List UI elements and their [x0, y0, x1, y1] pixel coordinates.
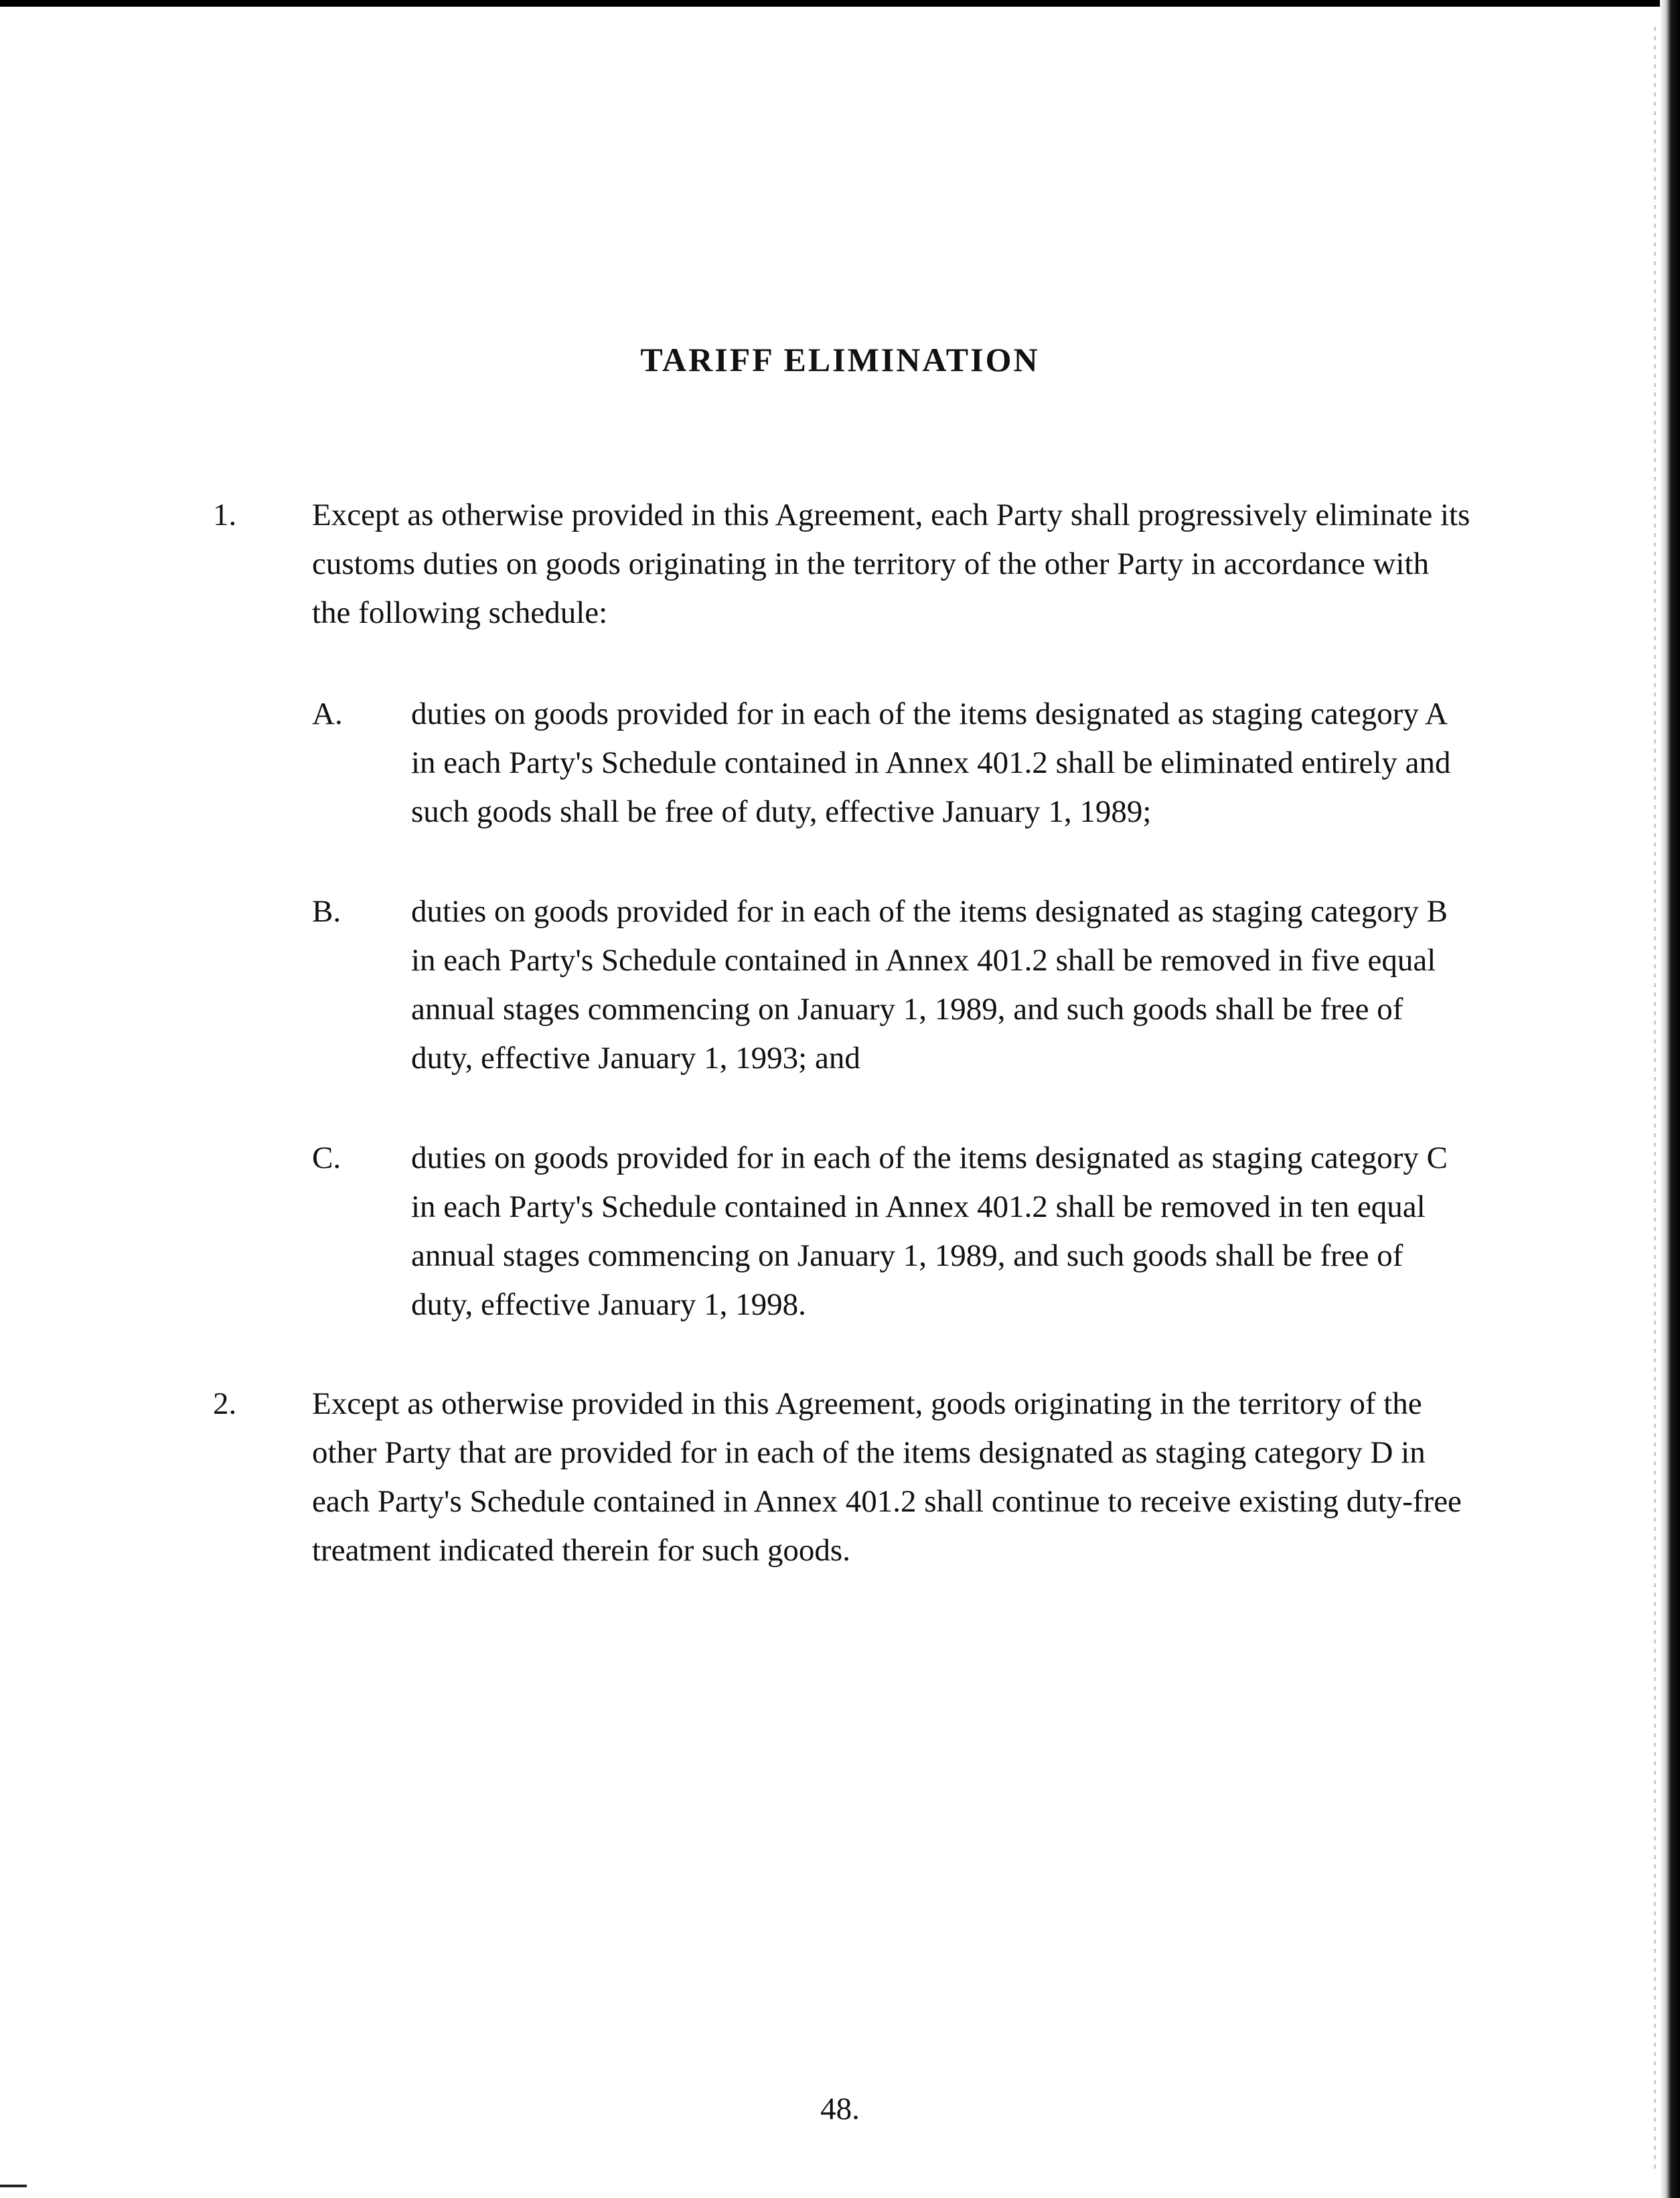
section-1-line-2: customs duties on goods originating in the territory of the other Party in accordance with — [312, 546, 1430, 581]
page-number: 48. — [820, 2092, 860, 2126]
subitem-c-line-4: duty, effective January 1, 1998. — [411, 1287, 806, 1322]
scan-bottom-mark — [0, 2185, 27, 2187]
section-1-text — [312, 491, 1470, 638]
section-1-number: 1. — [213, 498, 237, 532]
subitem-b-text — [411, 887, 1448, 1083]
subitem-a-line-1: duties on goods provided for in each of the items designated as staging category A — [411, 697, 1448, 731]
section-1-line-3: the following schedule: — [312, 595, 608, 630]
subitem-c-line-2: in each Party's Schedule contained in Annex 401.2 shall be removed in ten equal — [411, 1189, 1426, 1224]
subitem-c-line-3: annual stages commencing on January 1, 1989, and such goods shall be free of — [411, 1238, 1403, 1273]
subitem-a-line-3: such goods shall be free of duty, effective January 1, 1989; — [411, 794, 1152, 829]
section-2-line-4: treatment indicated therein for such goods. — [312, 1533, 850, 1568]
section-2-line-1: Except as otherwise provided in this Agreement, goods originating in the territory of the — [312, 1386, 1422, 1421]
section-2-number: 2. — [213, 1386, 237, 1421]
subitem-c-line-1: duties on goods provided for in each of the items designated as staging category C — [411, 1141, 1448, 1175]
subitem-c-text — [411, 1134, 1448, 1329]
subitem-a-line-2: in each Party's Schedule contained in Annex 401.2 shall be eliminated entirely and — [411, 745, 1451, 780]
subitem-b-line-4: duty, effective January 1, 1993; and — [411, 1041, 860, 1076]
section-2-line-3: each Party's Schedule contained in Annex 401.2 shall continue to receive existing duty-free — [312, 1484, 1462, 1519]
section-1-line-1: Except as otherwise provided in this Agreement, each Party shall progressively eliminate its — [312, 498, 1470, 532]
scan-top-edge — [0, 0, 1680, 7]
subitem-b-line-2: in each Party's Schedule contained in Annex 401.2 shall be removed in five equal — [411, 943, 1436, 978]
scan-right-edge — [1660, 0, 1680, 2198]
section-2-line-2: other Party that are provided for in each of the items designated as staging category D in — [312, 1435, 1426, 1470]
subitem-b-line-1: duties on goods provided for in each of the items designated as staging category B — [411, 894, 1448, 929]
subitem-b-label: B. — [312, 894, 341, 929]
subitem-c-label: C. — [312, 1141, 341, 1175]
page-title: TARIFF ELIMINATION — [640, 341, 1040, 378]
subitem-a-label: A. — [312, 697, 343, 731]
subitem-b-line-3: annual stages commencing on January 1, 1989, and such goods shall be free of — [411, 992, 1403, 1027]
section-2-text — [312, 1380, 1462, 1575]
subitem-a-text — [411, 690, 1451, 836]
